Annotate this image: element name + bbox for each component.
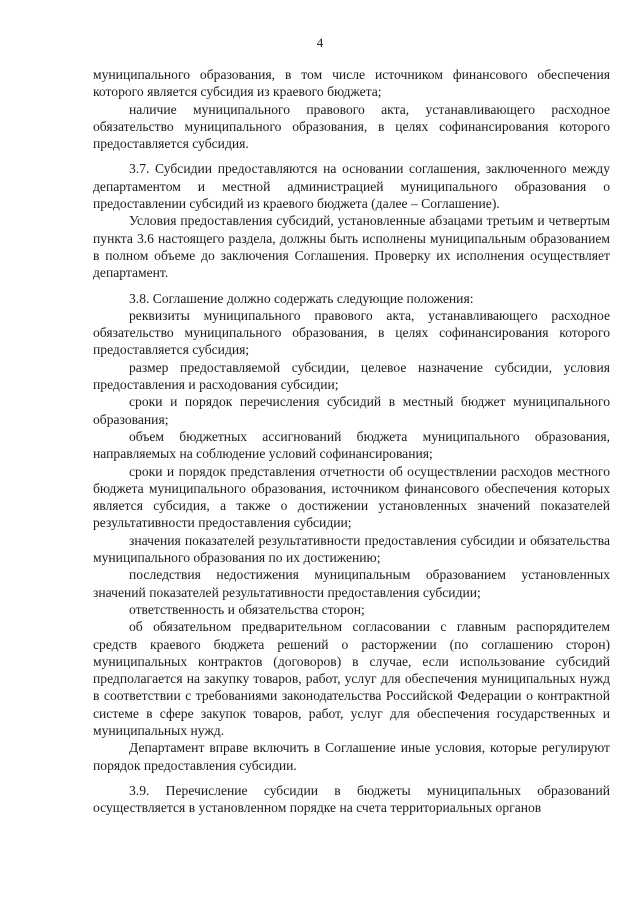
page-number: 4	[316, 35, 324, 50]
paragraph-continuation: муниципального образования, в том числе источником финансового обеспечения которого является субсидия из краевого бюджета;	[93, 67, 610, 100]
paragraph: Департамент вправе включить в Соглашение иные условия, которые регулируют порядок предоставления субсидии.	[93, 740, 610, 773]
list-item: сроки и порядок перечисления субсидий в местный бюджет муниципального образования;	[93, 394, 610, 427]
list-item: реквизиты муниципального правового акта, устанавливающего расходное обязательство муниципального образования, в целях софинансирования которого предоставляется субсидия;	[93, 307, 610, 358]
list-item: значения показателей результативности предоставления субсидии и обязательства муниципального образования по их достижению;	[93, 532, 610, 566]
paragraph-clause-3-9: 3.9. Перечисление субсидии в бюджеты муниципальных образований осуществляется в установленном порядке на счета территориальных органов	[93, 782, 610, 816]
document-body	[93, 66, 610, 816]
paragraph: наличие муниципального правового акта, устанавливающего расходное обязательство муниципального образования, в целях софинансирования которого предоставляется субсидия.	[93, 101, 610, 152]
list-item: об обязательном предварительном согласовании с главным распорядителем средств краевого бюджета решений о расторжении (по соглашению сторон) муниципальных контрактов (договоров) в случае, если использование субсидий предполагается на закупку товаров, работ, услуг для обеспечения муниципальных нужд в соответствии с требованиями законодательства Российской Федерации о контрактной системе в сфере закупок товаров, работ, услуг для обеспечения государственных и муниципальных нужд.	[93, 619, 610, 738]
list-item: размер предоставляемой субсидии, целевое назначение субсидии, условия предоставления и расходования субсидии;	[93, 359, 610, 393]
paragraph-clause-3-7: 3.7. Субсидии предоставляются на основании соглашения, заключенного между департаментом и местной администрацией муниципального образования о предоставлении субсидий из краевого бюджета (далее – Соглашение).	[93, 161, 610, 212]
paragraph-clause-3-8: 3.8. Соглашение должно содержать следующие положения:	[129, 290, 474, 306]
list-item: последствия недостижения муниципальным образованием установленных значений показателей результативности предоставления субсидии;	[93, 567, 610, 600]
paragraph: Условия предоставления субсидий, установленные абзацами третьим и четвертым пункта 3.6 настоящего раздела, должны быть исполнены муниципальным образованием в полном объеме до заключения Соглашения. Проверку их исполнения осуществляет департамент.	[93, 213, 610, 281]
list-item: сроки и порядок представления отчетности об осуществлении расходов местного бюджета муниципального образования, источником финансового обеспечения которых является субсидия, а также о достижении установленных значений показателей результативности предоставления субсидии;	[93, 463, 610, 531]
list-item: ответственность и обязательства сторон;	[129, 601, 365, 617]
list-item: объем бюджетных ассигнований бюджета муниципального образования, направляемых на соблюдение условий софинансирования;	[93, 428, 610, 462]
